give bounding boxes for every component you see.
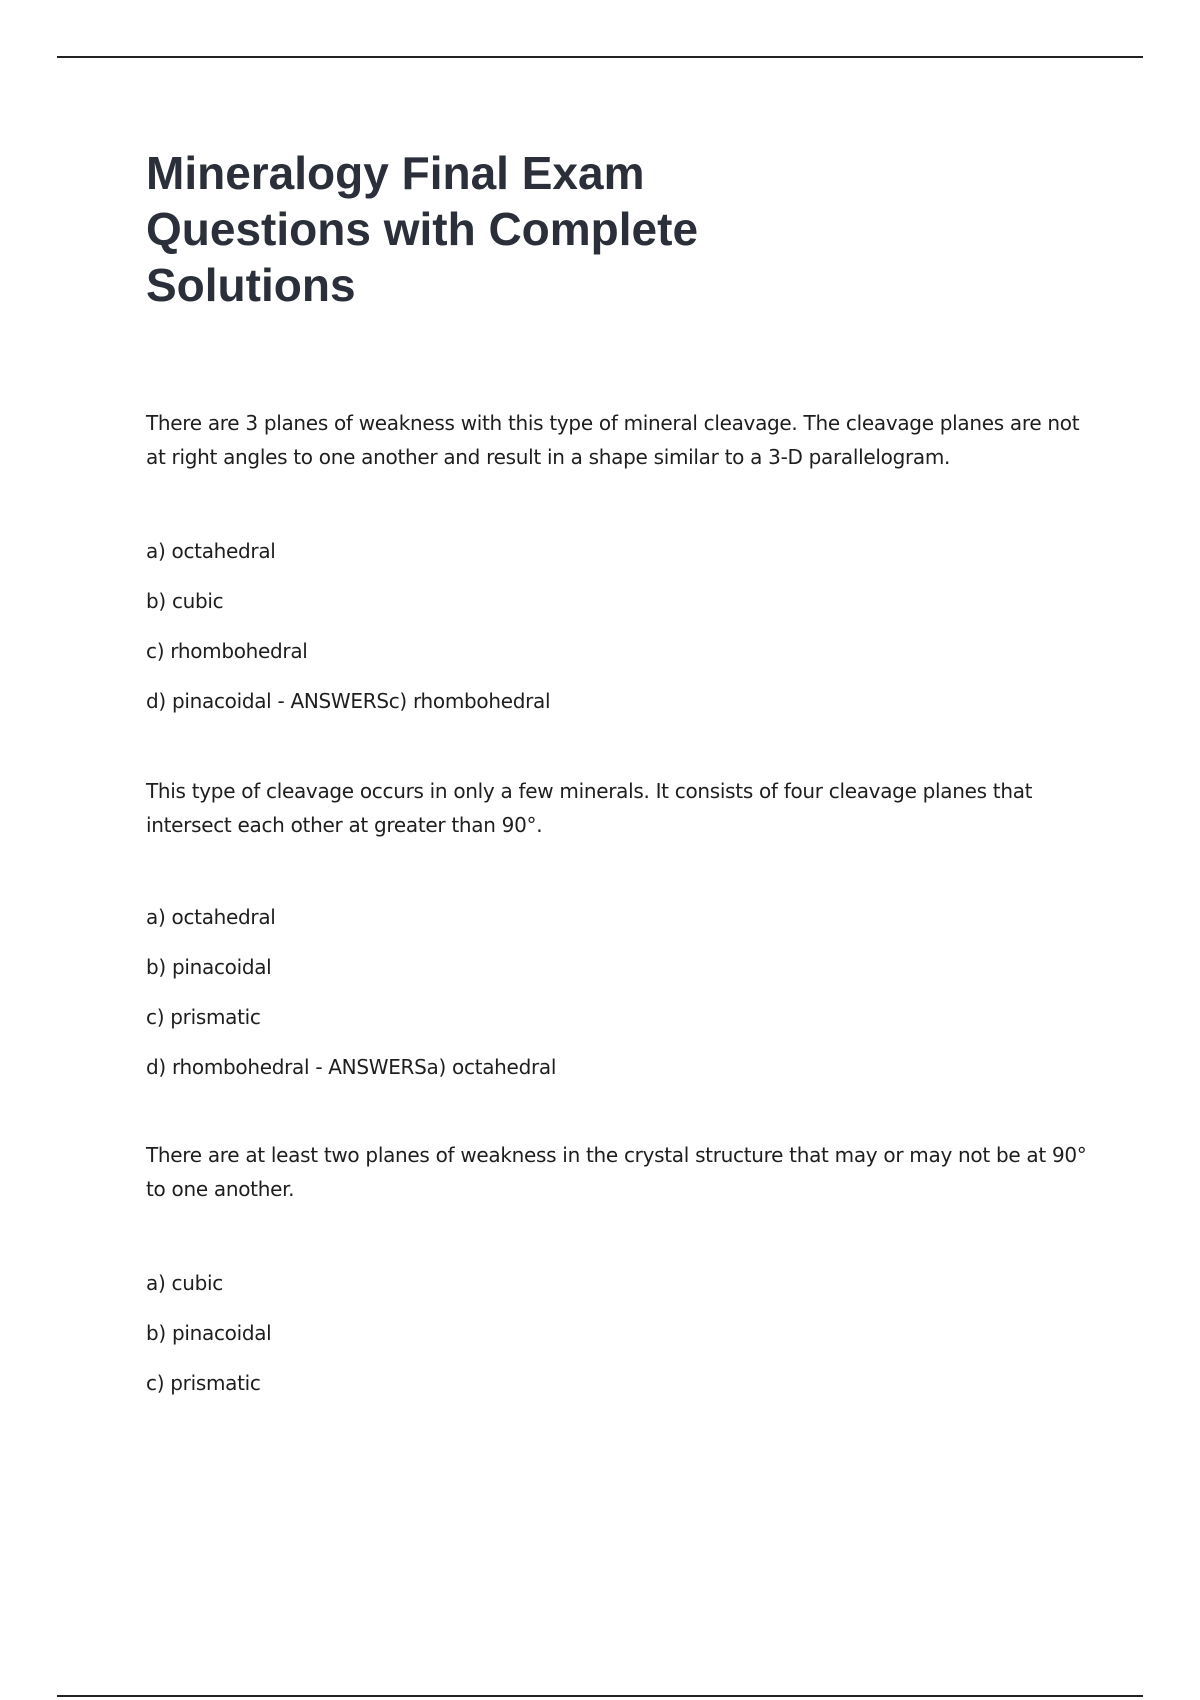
header-rule [57,56,1143,58]
option-d-with-answer: d) pinacoidal - ANSWERSc) rhombohedral [146,689,551,713]
question-block-3 [146,1138,1096,1396]
question-block-2 [146,774,1096,1080]
question-text: This type of cleavage occurs in only a few minerals. It consists of four cleavage planes that intersect each other at greater than 90°. [146,779,1033,837]
question-text: There are 3 planes of weakness with this type of mineral cleavage. The cleavage planes are not at right angles to one another and result in a shape similar to a 3-D parallelogram. [146,411,1080,469]
option-a: a) octahedral [146,905,276,929]
option-c: c) prismatic [146,1371,261,1395]
question-text: There are at least two planes of weakness in the crystal structure that may or may not be at 90° to one another. [146,1143,1087,1201]
option-b: b) pinacoidal [146,1321,272,1345]
option-d-with-answer: d) rhombohedral - ANSWERSa) octahedral [146,1055,557,1079]
document-body [146,145,1096,1420]
question-block-1 [146,406,1096,714]
answer-options [146,538,1096,714]
option-b: b) cubic [146,589,224,613]
footer-rule [57,1695,1143,1697]
option-c: c) rhombohedral [146,639,308,663]
answer-options [146,1270,1096,1396]
document-title: Mineralogy Final Exam Questions with Complete Solutions [146,147,699,311]
option-b: b) pinacoidal [146,955,272,979]
option-a: a) octahedral [146,539,276,563]
option-c: c) prismatic [146,1005,261,1029]
answer-options [146,904,1096,1080]
option-a: a) cubic [146,1271,223,1295]
